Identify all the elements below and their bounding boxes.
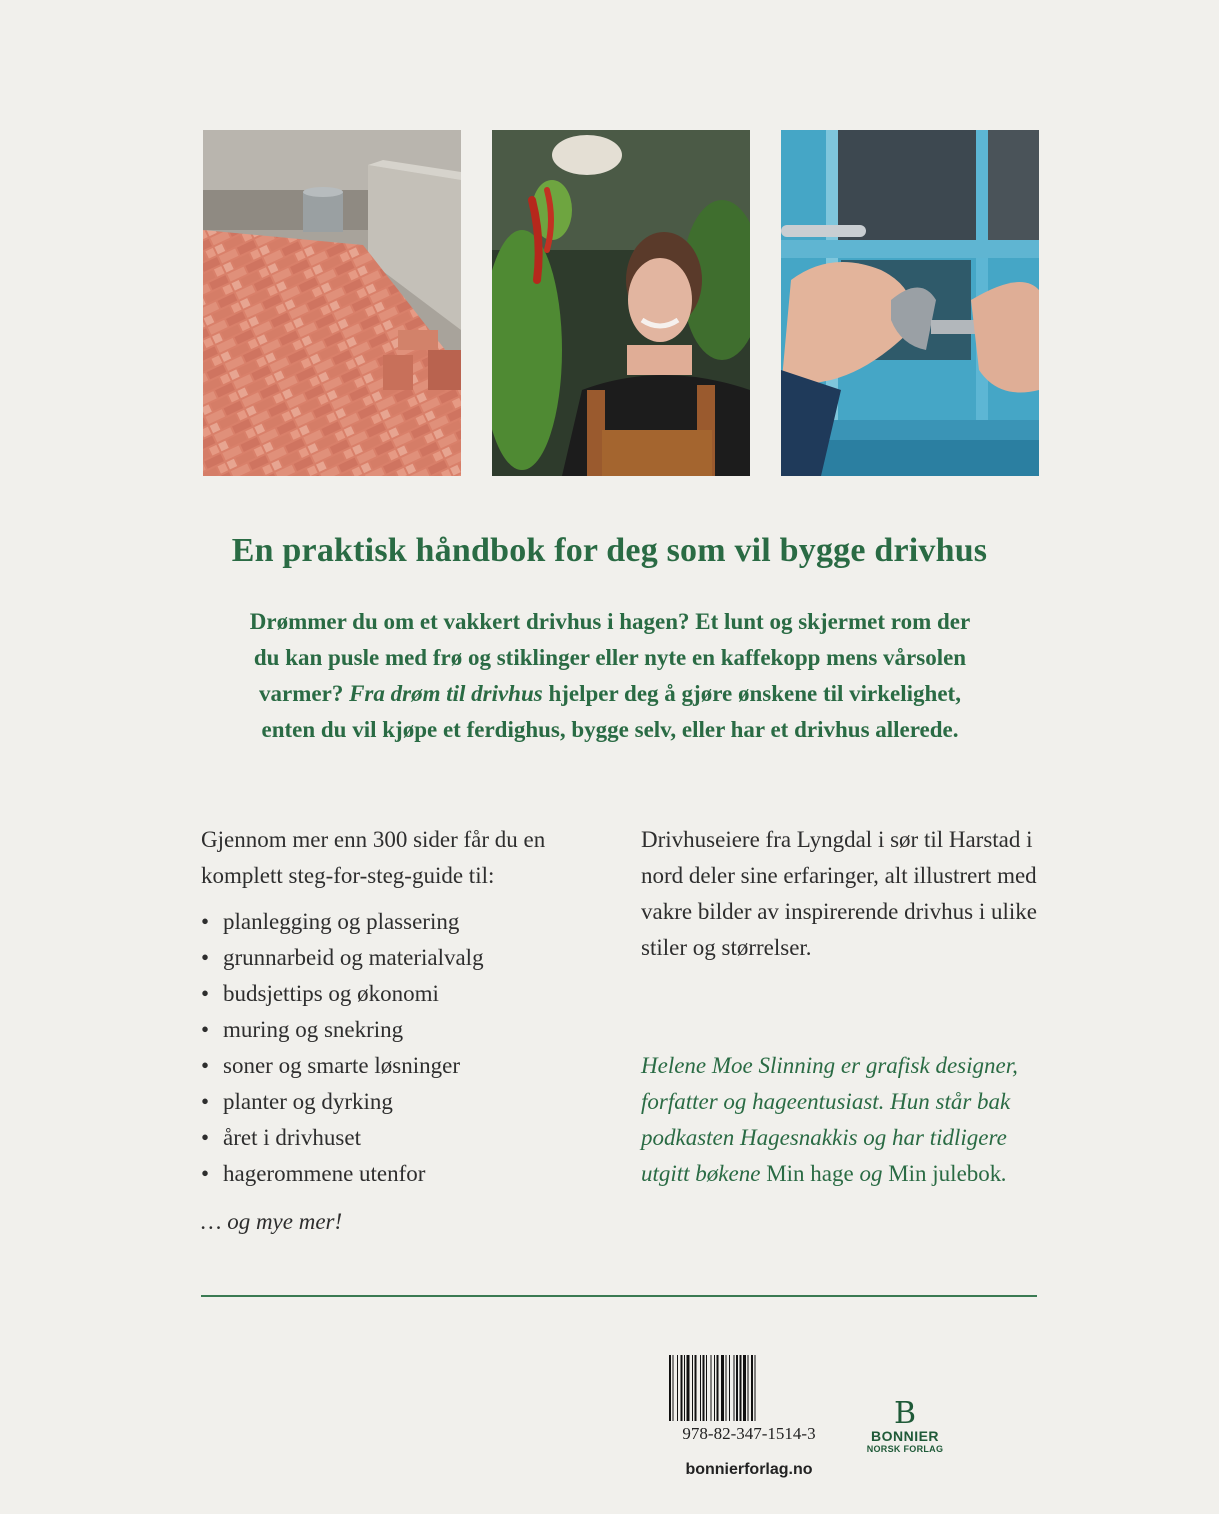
publisher-logo-icon: B: [893, 1396, 917, 1431]
divider-line: [201, 1295, 1037, 1297]
intro-text-part2: hjelper deg å gjøre ønskene til virkelighet, enten du vil kjøpe et ferdighus, bygge selv, eller har et drivhus allerede.: [261, 681, 961, 742]
list-item: • planter og dyrking: [201, 1084, 611, 1120]
publisher-subtitle: NORSK FORLAG: [866, 1444, 944, 1454]
photo-brick-paving: [203, 130, 461, 476]
publisher-website: bonnierforlag.no: [685, 1461, 813, 1478]
list-item: • året i drivhuset: [201, 1120, 611, 1156]
list-item: • muring og snekring: [201, 1012, 611, 1048]
book-title: Fra drøm til drivhus: [349, 681, 543, 706]
right-column-text: Drivhuseiere fra Lyngdal i sør til Harstad i nord deler sine erfaringer, alt illustrert med vakre bilder av inspirerende drivhus i ulike stiler og størrelser.: [641, 827, 1037, 960]
topic-list: [201, 904, 611, 1192]
and-more-text: … og mye mer!: [201, 1209, 343, 1234]
headline: En praktisk håndbok for deg som vil bygge drivhus: [231, 532, 988, 569]
bio-text: Helene Moe Slinning er grafisk designer, forfatter og hageentusiast. Hun står bak podkasten Hagesnakkis og har tidligere utgitt bøkene: [641, 1053, 1018, 1186]
list-item: • soner og smarte løsninger: [201, 1048, 611, 1084]
list-item: • planlegging og plassering: [201, 904, 611, 940]
list-item: • budsjettips og økonomi: [201, 976, 611, 1012]
publisher-name: BONNIER: [870, 1428, 940, 1444]
bio-book1: Min hage: [766, 1161, 854, 1186]
author-bio: [641, 1048, 1041, 1192]
list-item: • hagerommene utenfor: [201, 1156, 611, 1192]
photo-woman-greenhouse: [492, 130, 750, 476]
bio-book2: Min julebok: [888, 1161, 1002, 1186]
bio-and: og: [853, 1161, 889, 1186]
photo-window-hammer: [781, 130, 1039, 476]
guide-lead: Gjennom mer enn 300 sider får du en komplett steg-for-steg-guide til:: [201, 827, 546, 888]
intro-paragraph: [240, 604, 980, 748]
intro-text-part1: Drømmer du om et vakkert drivhus i hagen? Et lunt og skjermet rom der du kan pusle med frø og stiklinger eller nyte en kaffekopp mens vårsolen varmer?: [249, 609, 971, 706]
barcode: [668, 1355, 830, 1421]
left-column: [201, 822, 611, 1240]
list-item: • grunnarbeid og materialvalg: [201, 940, 611, 976]
publisher-logo: [862, 1396, 948, 1455]
isbn-number: 978-82-347-1514-3: [682, 1424, 816, 1443]
bio-end: .: [1001, 1161, 1008, 1186]
